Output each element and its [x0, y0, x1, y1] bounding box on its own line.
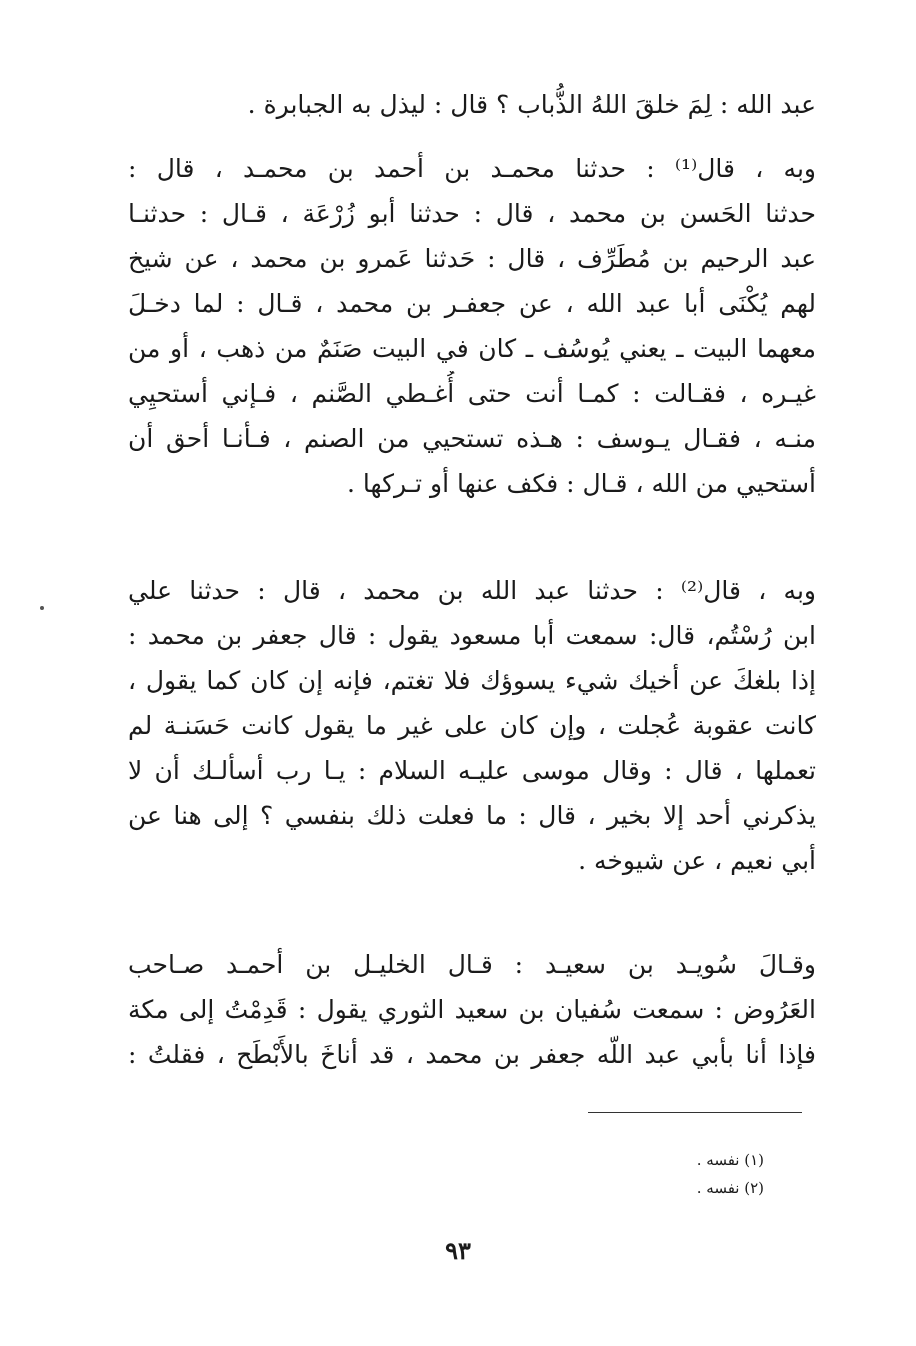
text-line: لهم يُكْنَى أبا عبد الله ، عن جعفـر بن محمد ، قـال : لما دخـلَ [128, 289, 816, 318]
text-line: إذا بلغكَ عن أخيك شيء يسوؤك فلا تغتم، فإنه إن كان كما يقول ، [128, 666, 816, 695]
text-line: معهما البيت ـ يعني يُوسُف ـ كان في البيت صَنَمٌ من ذهب ، أو من [128, 334, 816, 363]
footnote-2: (٢) نفسه . [696, 1179, 764, 1197]
text-line: ابن رُسْتُم، قال: سمعت أبا مسعود يقول : قال جعفر بن محمد : [128, 621, 816, 650]
text-line: وبه ، قال⁽¹⁾ : حدثنا محمـد بن أحمد بن محمـد ، قال : [128, 154, 816, 183]
text-line: أبي نعيم ، عن شيوخه . [578, 846, 816, 875]
footnote-1: (١) نفسه . [696, 1151, 764, 1169]
margin-mark [40, 606, 44, 610]
paragraph-4 [128, 942, 816, 1077]
footnotes [697, 1146, 764, 1202]
text-line: وبه ، قال⁽²⁾ : حدثنا عبد الله بن محمد ، قال : حدثنا علي [128, 576, 816, 605]
paragraph-1 [128, 82, 816, 127]
paragraph-2 [128, 146, 816, 506]
text-line: غيـره ، فقـالت : كمـا أنت حتى أُغـطي الصَّنم ، فـإني أستحيِي [128, 379, 816, 408]
text-line: عبد الله : لِمَ خلقَ اللهُ الذُّباب ؟ قال : ليذل به الجبابرة . [247, 90, 816, 119]
text-line: حدثنا الحَسن بن محمد ، قال : حدثنا أبو زُرْعَة ، قـال : حدثنـا [128, 199, 816, 228]
text-line: كانت عقوبة عُجلت ، وإن كان على غير ما يقول كانت حَسَنـة لم [128, 711, 816, 740]
text-line: يذكرني أحد إلا بخير ، قال : ما فعلت ذلك بنفسي ؟ إلى هنا عن [128, 801, 816, 830]
text-line: أستحيي من الله ، قـال : فكف عنها أو تـركها . [347, 469, 816, 498]
text-line: وقـالَ سُويـد بن سعيـد : قـال الخليـل بن أحمـد صـاحب [128, 950, 816, 979]
text-line: تعملها ، قال : وقال موسى عليـه السلام : يـا رب أسألـك أن لا [128, 756, 816, 785]
text-line: عبد الرحيم بن مُطَرِّف ، قال : حَدثنا عَمرو بن محمد ، عن شيخ [128, 244, 816, 273]
paragraph-3 [128, 568, 816, 883]
text-line: منـه ، فقـال يـوسف : هـذه تستحيي من الصنم ، فـأنـا أحق أن [128, 424, 816, 453]
text-line: فإذا أنا بأبي عبد اللّه جعفر بن محمد ، قد أناخَ بالأَبْطَح ، فقلتُ : [128, 1040, 816, 1069]
text-line: العَرُوض : سمعت سُفيان بن سعيد الثوري يقول : قَدِمْتُ إلى مكة [128, 995, 816, 1024]
page-number: ٩٣ [445, 1236, 471, 1265]
footnote-divider [588, 1112, 802, 1113]
